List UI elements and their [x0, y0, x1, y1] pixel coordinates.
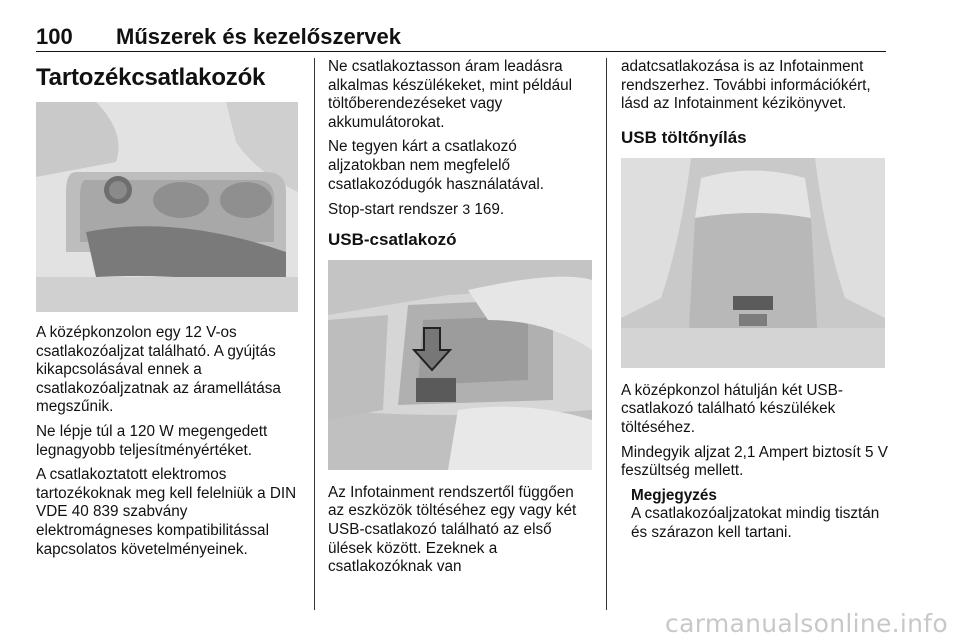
paragraph: adatcsatlakozása is az Infotainment rendszerhez. További információkért, lásd az Infotainment kézikönyvet.	[621, 58, 871, 113]
page-number: 100	[36, 24, 73, 49]
header-divider	[36, 51, 886, 52]
paragraph: Ne csatlakoztasson áram leadásra alkalmas készülékeket, mint például töltőberendezéseket vagy akkumulátorokat.	[328, 58, 573, 131]
page-header	[36, 24, 886, 52]
arrow-icon: 3	[462, 201, 471, 218]
photo-rear-usb-charging	[621, 158, 885, 368]
column-3	[621, 58, 889, 543]
note-text: A csatlakozóaljzatokat mindig tisztán és szárazon kell tartani.	[631, 505, 880, 541]
column-divider-2	[606, 58, 607, 610]
section-title-usb-port: USB-csatlakozó	[328, 229, 457, 249]
paragraph: Ne lépje túl a 120 W megengedett legnagyobb teljesítményértéket.	[36, 422, 268, 459]
crossref-page: 169.	[474, 201, 505, 219]
section-title-accessory-sockets: Tartozékcsatlakozók	[36, 64, 266, 91]
crossref-text: Stop-start rendszer	[328, 201, 459, 219]
photo-usb-port	[328, 260, 592, 470]
column-2	[328, 58, 594, 583]
note-box	[631, 487, 889, 543]
column-1	[36, 58, 300, 565]
paragraph: Mindegyik aljzat 2,1 Ampert biztosít 5 V feszültség mellett.	[621, 443, 888, 480]
watermark: carmanualsonline.info	[665, 609, 948, 638]
paragraph: A középkonzolon egy 12 V-os csatlakozóaljzat található. A gyújtás kikapcsolásával ennek a csatlakozóaljzatnak az áramellátása megszűnik.	[36, 324, 281, 416]
paragraph: A középkonzol hátulján két USB-csatlakozó található készülékek töltéséhez.	[621, 381, 843, 436]
note-title: Megjegyzés	[631, 486, 717, 504]
cross-reference[interactable]	[328, 200, 594, 220]
paragraph: A csatlakoztatott elektromos tartozékoknak meg kell felelniük a DIN VDE 40 839 szabvány elektromágneses kompatibilitással kapcsolatos követelményeinek.	[36, 466, 297, 558]
column-divider-1	[314, 58, 315, 610]
paragraph: Ne tegyen kárt a csatlakozó aljzatokban nem megfelelő csatlakozódugók használatával.	[328, 138, 544, 193]
section-title-usb-charging: USB töltőnyílás	[621, 127, 747, 147]
photo-center-console-socket	[36, 102, 298, 312]
paragraph: Az Infotainment rendszertől függően az eszközök töltéséhez egy vagy két USB-csatlakozó található az első ülések között. Ezeknek a csatlakozóknak van	[328, 483, 577, 576]
chapter-title: Műszerek és kezelőszervek	[116, 24, 401, 49]
